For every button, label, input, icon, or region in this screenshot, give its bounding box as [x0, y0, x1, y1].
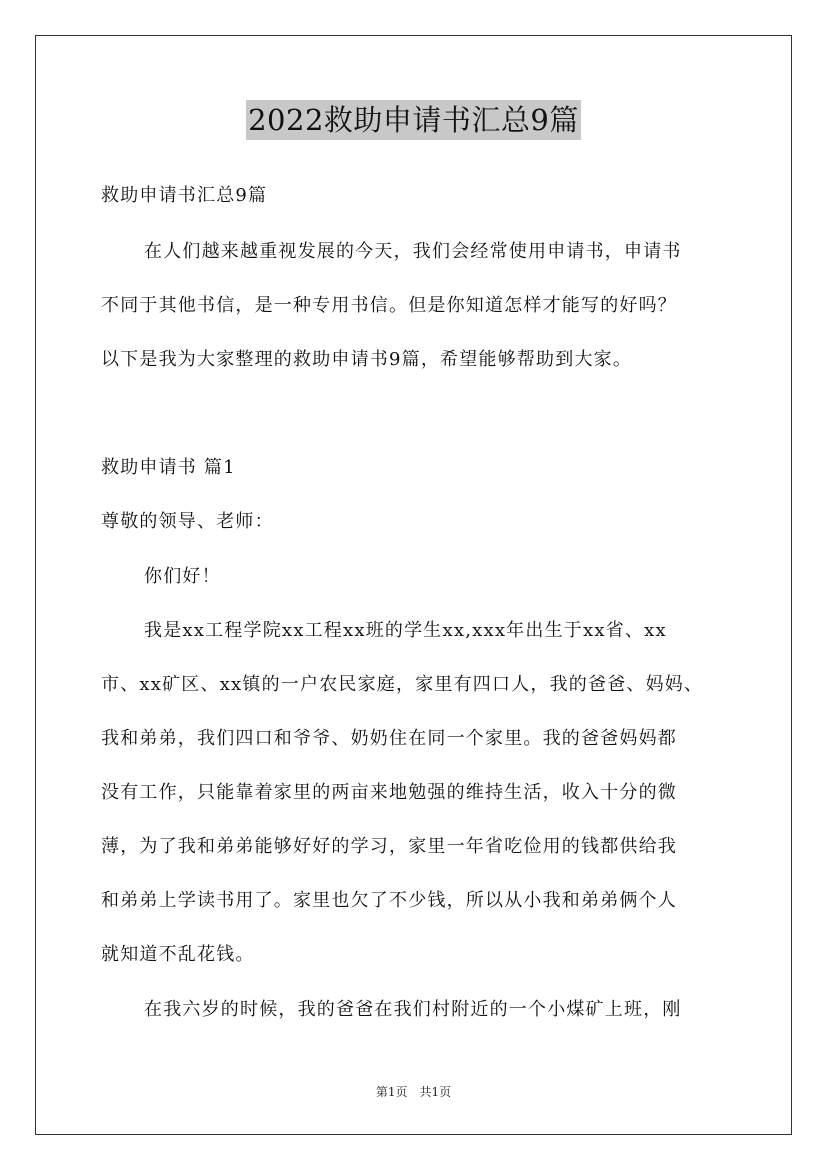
section-heading: 救助申请书 篇1: [101, 457, 236, 478]
intro-line: 以下是我为大家整理的救助申请书9篇，希望能够帮助到大家。: [101, 349, 633, 370]
title-container: [0, 100, 827, 140]
intro-line: 不同于其他书信，是一种专用书信。但是你知道怎样才能写的好吗？: [101, 295, 677, 316]
greeting: 你们好！: [144, 566, 221, 587]
subtitle: 救助申请书汇总9篇: [101, 185, 268, 206]
salutation: 尊敬的领导、老师：: [101, 511, 274, 532]
paragraph-line: 没有工作，只能靠着家里的两亩来地勉强的维持生活，收入十分的微: [101, 782, 677, 803]
document-title: 2022救助申请书汇总9篇: [246, 100, 581, 140]
paragraph-line: 在我六岁的时候，我的爸爸在我们村附近的一个小煤矿上班，刚: [144, 999, 682, 1020]
paragraph-line: 市、xx矿区、xx镇的一户农民家庭，家里有四口人，我的爸爸、妈妈、: [101, 674, 704, 695]
paragraph-line: 我和弟弟，我们四口和爷爷、奶奶住在同一个家里。我的爸爸妈妈都: [101, 728, 677, 749]
page-number-footer: 第1页 共1页: [375, 1085, 452, 1099]
paragraph-line: 薄，为了我和弟弟能够好好的学习，家里一年省吃俭用的钱都供给我: [101, 836, 677, 857]
paragraph-line: 和弟弟上学读书用了。家里也欠了不少钱，所以从小我和弟弟俩个人: [101, 890, 677, 911]
intro-line: 在人们越来越重视发展的今天，我们会经常使用申请书，申请书: [144, 241, 682, 262]
paragraph-line: 我是xx工程学院xx工程xx班的学生xx,xxx年出生于xx省、xx: [144, 620, 667, 641]
paragraph-line: 就知道不乱花钱。: [101, 944, 255, 965]
